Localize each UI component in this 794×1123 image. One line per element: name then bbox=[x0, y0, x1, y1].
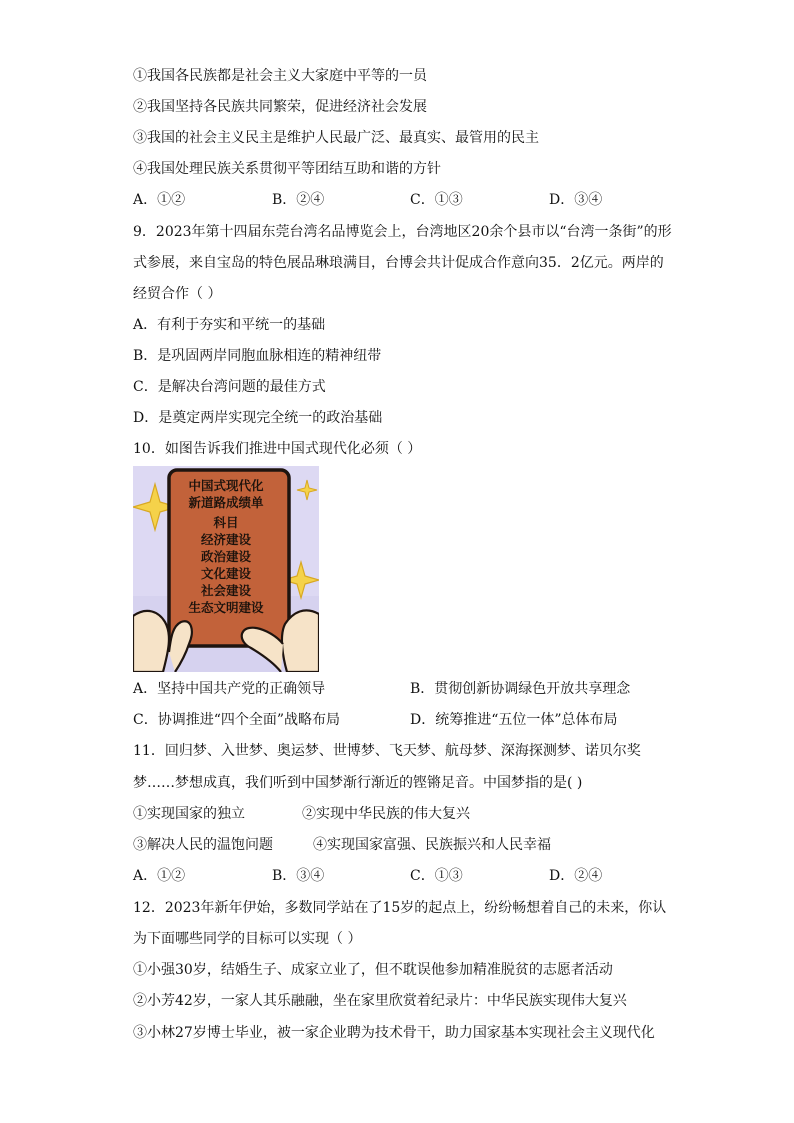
q8-statement-1: ①我国各民族都是社会主义大家庭中平等的一员 bbox=[133, 68, 427, 84]
report-card-illustration bbox=[133, 466, 319, 672]
book-line-8: 生态文明建设 bbox=[188, 600, 264, 615]
q8-option-d[interactable]: D．③④ bbox=[549, 192, 603, 208]
right-hand bbox=[282, 610, 319, 672]
q11-statement-1: ①实现国家的独立 bbox=[133, 806, 245, 822]
book-line-7: 社会建设 bbox=[200, 583, 251, 598]
q10-option-c[interactable]: C．协调推进“四个全面”战略布局 bbox=[133, 712, 341, 728]
q9-stem-line-3: 经贸合作（ ） bbox=[133, 286, 222, 302]
q9-option-c[interactable]: C．是解决台湾问题的最佳方式 bbox=[133, 379, 326, 395]
q11-statement-2: ②实现中华民族的伟大复兴 bbox=[302, 806, 470, 822]
q12-statement-2: ②小芳42岁，一家人其乐融融，坐在家里欣赏着纪录片：中华民族实现伟大复兴 bbox=[133, 993, 627, 1009]
q12-stem-line-1: 12．2023年新年伊始，多数同学站在了15岁的起点上，纷纷畅想着自己的未来，你认 bbox=[133, 900, 667, 916]
book-line-4: 经济建设 bbox=[200, 532, 251, 547]
q12-statement-3: ③小林27岁博士毕业，被一家企业聘为技术骨干，助力国家基本实现社会主义现代化 bbox=[133, 1025, 655, 1041]
book-line-1: 中国式现代化 bbox=[188, 478, 264, 493]
q11-option-d[interactable]: D．②④ bbox=[549, 868, 603, 884]
q9-option-d[interactable]: D．是奠定两岸实现完全统一的政治基础 bbox=[133, 410, 383, 426]
q9-stem-line-2: 式参展，来自宝岛的特色展品琳琅满目，台博会共计促成合作意向35．2亿元。两岸的 bbox=[133, 255, 664, 271]
q8-statement-3: ③我国的社会主义民主是维护人民最广泛、最真实、最管用的民主 bbox=[133, 130, 539, 146]
q11-stem-line-1: 11．回归梦、入世梦、奥运梦、世博梦、飞天梦、航母梦、深海探测梦、诺贝尔奖 bbox=[133, 743, 641, 759]
book-line-2: 新道路成绩单 bbox=[188, 495, 264, 510]
q8-option-b[interactable]: B．②④ bbox=[272, 192, 325, 208]
q11-statement-4: ④实现国家富强、民族振兴和人民幸福 bbox=[313, 837, 551, 853]
q8-option-a[interactable]: A．①② bbox=[133, 192, 186, 208]
q10-option-b[interactable]: B．贯彻创新协调绿色开放共享理念 bbox=[410, 681, 631, 697]
book-line-6: 文化建设 bbox=[200, 566, 251, 581]
book-line-5: 政治建设 bbox=[200, 549, 251, 564]
q12-stem-line-2: 为下面哪些同学的目标可以实现（ ） bbox=[133, 931, 362, 947]
q10-stem: 10．如图告诉我们推进中国式现代化必须（ ） bbox=[133, 441, 422, 457]
q8-option-c[interactable]: C．①③ bbox=[410, 192, 463, 208]
q8-statement-2: ②我国坚持各民族共同繁荣，促进经济社会发展 bbox=[133, 99, 427, 115]
q9-option-a[interactable]: A．有利于夯实和平统一的基础 bbox=[133, 317, 326, 333]
q11-option-b[interactable]: B．③④ bbox=[272, 868, 325, 884]
q10-option-a[interactable]: A．坚持中国共产党的正确领导 bbox=[133, 681, 326, 697]
q11-option-c[interactable]: C．①③ bbox=[410, 868, 463, 884]
book-line-3: 科目 bbox=[213, 515, 239, 530]
q12-statement-1: ①小强30岁，结婚生子、成家立业了，但不耽误他参加精准脱贫的志愿者活动 bbox=[133, 962, 613, 978]
q11-statement-3: ③解决人民的温饱问题 bbox=[133, 837, 273, 853]
q11-option-a[interactable]: A．①② bbox=[133, 868, 186, 884]
q10-option-d[interactable]: D．统筹推进“五位一体”总体布局 bbox=[410, 712, 618, 728]
q9-stem-line-1: 9．2023年第十四届东莞台湾名品博览会上，台湾地区20余个县市以“台湾一条街”的形 bbox=[133, 224, 672, 240]
q9-option-b[interactable]: B．是巩固两岸同胞血脉相连的精神纽带 bbox=[133, 348, 382, 364]
left-hand bbox=[133, 611, 169, 672]
q8-statement-4: ④我国处理民族关系贯彻平等团结互助和谐的方针 bbox=[133, 161, 441, 177]
q11-stem-line-2: 梦……梦想成真，我们听到中国梦渐行渐近的铿锵足音。中国梦指的是( ) bbox=[133, 775, 583, 791]
